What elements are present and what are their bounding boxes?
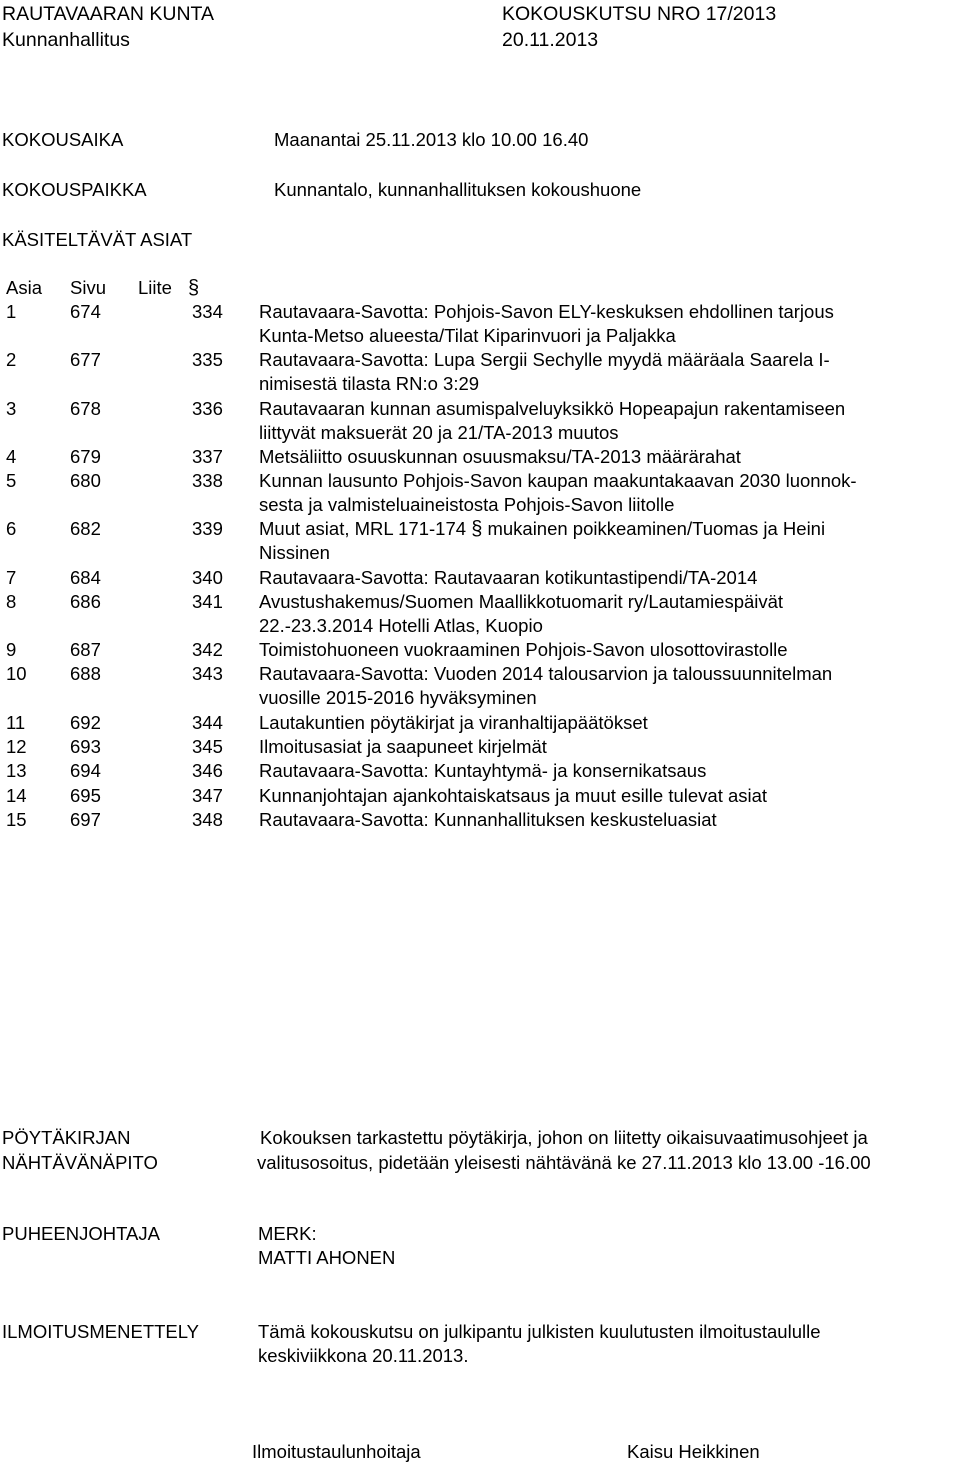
agenda-item-title: Rautavaara-Savotta: Pohjois-Savon ELY-keskuksen ehdollinen tarjous [259,301,834,322]
minutes-viewing-label: PÖYTÄKIRJAN [2,1127,131,1148]
agenda-item: 1 674 334 Rautavaara-Savotta: Pohjois-Savon ELY-keskuksen ehdollinen tarjous [6,301,834,322]
agenda-item-title: Rautavaara-Savotta: Lupa Sergii Sechylle myydä määräala Saarela I- [259,349,830,370]
agenda-item-title: Rautavaara-Savotta: Kunnanhallituksen keskusteluasiat [259,809,717,830]
municipality-name: RAUTAVAARAN KUNTA [2,3,214,25]
agenda-item-title: Muut asiat, MRL 171-174 § mukainen poikkeaminen/Tuomas ja Heini [259,518,826,540]
agenda-item-title-cont: liittyvät maksuerät 20 ja 21/TA-2013 muutos [259,422,619,443]
agenda-item: 6 682 339 Muut asiat, MRL 171-174 § mukainen poikkeaminen/Tuomas ja Heini [6,518,826,540]
agenda-item: 8 686 341 Avustushakemus/Suomen Maallikkotuomarit ry/Lautamiespäivät [6,591,784,612]
minutes-viewing-text: Kokouksen tarkastettu pöytäkirja, johon on liitetty oikaisuvaatimusohjeet ja [260,1127,868,1148]
agenda-item: 12 693 345 Ilmoitusasiat ja saapuneet kirjelmät [6,736,547,757]
agenda-item-title-cont: sesta ja valmisteluaineistosta Pohjois-Savon liitolle [259,494,675,515]
agenda-item-title: Kunnan lausunto Pohjois-Savon kaupan maakuntakaavan 2030 luonnok- [259,470,857,491]
notification-text-2: keskiviikkona 20.11.2013. [258,1345,469,1366]
signatory-name: Kaisu Heikkinen [627,1441,760,1462]
agenda-item-title: Rautavaara-Savotta: Rautavaaran kotikuntastipendi/TA-2014 [259,567,758,588]
agenda-item: 9 687 342 Toimistohuoneen vuokraaminen Pohjois-Savon ulosottovirastolle [6,639,788,660]
minutes-viewing-label-2: NÄHTÄVÄNÄPITO [2,1152,158,1173]
agenda-item-title: Ilmoitusasiat ja saapuneet kirjelmät [259,736,547,757]
column-header-attachment: Liite [138,277,172,298]
column-header-page: Sivu [70,277,106,298]
agenda-item-title: Rautavaara-Savotta: Kuntayhtymä- ja konsernikatsaus [259,760,707,781]
agenda-item-title: Kunnanjohtajan ajankohtaiskatsaus ja muut esille tulevat asiat [259,785,768,806]
agenda-heading: KÄSITELTÄVÄT ASIAT [2,229,193,250]
agenda-item: 5 680 338 Kunnan lausunto Pohjois-Savon kaupan maakuntakaavan 2030 luonnok- [6,470,857,491]
agenda-item: 13 694 346 Rautavaara-Savotta: Kuntayhtymä- ja konsernikatsaus [6,760,707,781]
agenda-item-title: Metsäliitto osuuskunnan osuusmaksu/TA-2013 määrärahat [259,446,741,467]
meeting-time-label: KOKOUSAIKA [2,129,124,150]
agenda-item: 3 678 336 Rautavaaran kunnan asumispalveluyksikkö Hopeapajun rakentamiseen [6,398,846,419]
agenda-item-title-cont: 22.-23.3.2014 Hotelli Atlas, Kuopio [259,615,543,636]
section-sign-icon: § [471,518,483,540]
notification-text: Tämä kokouskutsu on julkipantu julkisten kuulutusten ilmoitustaululle [258,1321,821,1342]
agenda-item-title-cont: vuosille 2015-2016 hyväksyminen [259,687,537,708]
meeting-time-value: Maanantai 25.11.2013 klo 10.00 16.40 [274,129,589,150]
agenda-item-title-cont: Nissinen [259,542,330,563]
chairperson-name: MATTI AHONEN [258,1247,396,1268]
chairperson-merk: MERK: [258,1223,317,1244]
column-header-item: Asia [6,277,42,298]
notification-label: ILMOITUSMENETTELY [2,1321,200,1342]
agenda-item: 7 684 340 Rautavaara-Savotta: Rautavaaran kotikuntastipendi/TA-2014 [6,567,758,588]
agenda-item: 10 688 343 Rautavaara-Savotta: Vuoden 2014 talousarvion ja taloussuunnitelman [6,663,833,684]
notice-date: 20.11.2013 [502,29,599,51]
agenda-item-title-cont: nimisestä tilasta RN:o 3:29 [259,373,480,394]
agenda-item: 15 697 348 Rautavaara-Savotta: Kunnanhallituksen keskusteluasiat [6,809,717,830]
section-sign-icon: § [188,277,200,299]
meeting-place-value: Kunnantalo, kunnanhallituksen kokoushuone [274,179,642,200]
agenda-item-title: Avustushakemus/Suomen Maallikkotuomarit ry/Lautamiespäivät [259,591,784,612]
meeting-notice-number: KOKOUSKUTSU NRO 17/2013 [502,3,777,25]
agenda-item: 14 695 347 Kunnanjohtajan ajankohtaiskatsaus ja muut esille tulevat asiat [6,785,768,806]
meeting-place-label: KOKOUSPAIKKA [2,179,147,200]
minutes-viewing-text-2: valitusosoitus, pidetään yleisesti nähtävänä ke 27.11.2013 klo 13.00 -16.00 [257,1152,871,1173]
agenda-item-title-cont: Kunta-Metso alueesta/Tilat Kiparinvuori ja Paljakka [259,325,676,346]
chairperson-label: PUHEENJOHTAJA [2,1223,160,1244]
signatory-role: Ilmoitustaulunhoitaja [252,1441,421,1462]
agenda-item-title: Rautavaara-Savotta: Vuoden 2014 talousarvion ja taloussuunnitelman [259,663,833,684]
governing-body: Kunnanhallitus [2,29,130,51]
agenda-item-title: Rautavaaran kunnan asumispalveluyksikkö Hopeapajun rakentamiseen [259,398,846,419]
agenda-item: 4 679 337 Metsäliitto osuuskunnan osuusmaksu/TA-2013 määrärahat [6,446,741,467]
agenda-item: 11 692 344 Lautakuntien pöytäkirjat ja viranhaltijapäätökset [6,712,648,733]
agenda-item-title: Lautakuntien pöytäkirjat ja viranhaltijapäätökset [259,712,648,733]
agenda-item: 2 677 335 Rautavaara-Savotta: Lupa Sergii Sechylle myydä määräala Saarela I- [6,349,830,370]
agenda-item-title: Toimistohuoneen vuokraaminen Pohjois-Savon ulosottovirastolle [259,639,788,660]
